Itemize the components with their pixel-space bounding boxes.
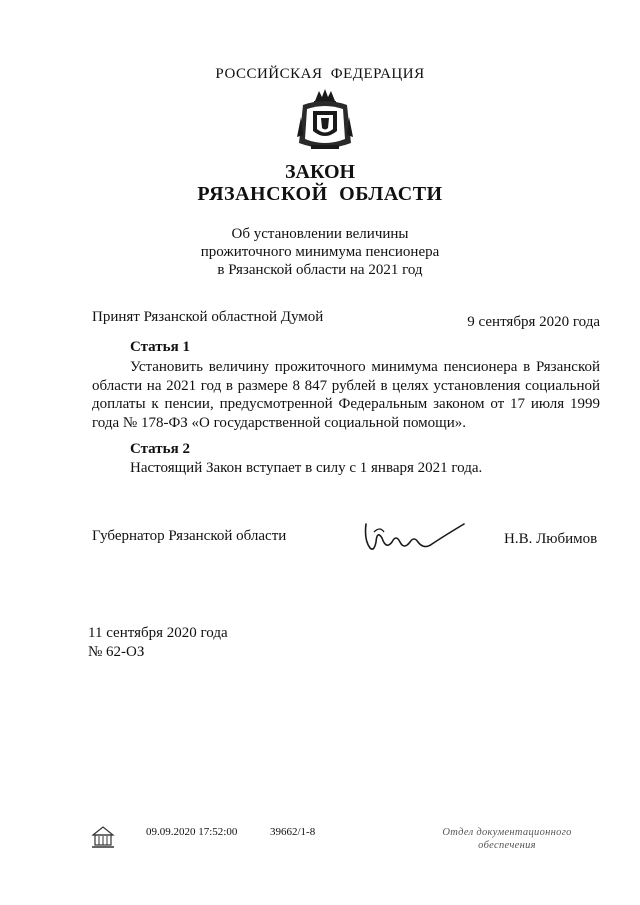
department-line1: Отдел документационного [442,827,572,838]
law-subject [0,225,640,279]
law-number: № 62-ОЗ [88,644,145,660]
law-title [0,161,640,205]
registration-number: 39662/1-8 [270,826,316,838]
signing-block [88,624,228,662]
article2-heading: Статья 2 [130,441,190,457]
coat-of-arms-icon [293,87,357,157]
law-title-line2: РЯЗАНСКОЙ ОБЛАСТИ [197,183,443,205]
adopted-row [92,309,600,330]
governor-title: Губернатор Рязанской области [92,528,287,544]
subject-line1: Об установлении величины [231,226,409,242]
subject-line2: прожиточного минимума пенсионера [200,244,440,260]
law-title-line1: ЗАКОН [284,161,356,183]
registration-timestamp: 09.09.2020 17:52:00 [146,826,238,838]
adopted-date: 9 сентября 2020 года [467,314,600,330]
article1-heading: Статья 1 [130,339,190,355]
building-icon [89,823,117,851]
governor-name: Н.В. Любимов [504,531,598,547]
article2-text: Настоящий Закон вступает в силу с 1 января 2021 года. [130,460,483,476]
article1-text: Установить величину прожиточного минимума пенсионера в Рязанской области на 2021 год в размере 8 847 рублей в целях установления социальной доплаты к пенсии, предусмотренной Федеральным законом от 17 июля 1999 года № 178-ФЗ «О государственной социальной помощи». [92,359,600,431]
department-line2: обеспечения [478,840,536,851]
signature-image [360,512,470,560]
adopted-label: Принят Рязанской областной Думой [92,309,324,325]
department-stamp [432,826,582,852]
signing-date: 11 сентября 2020 года [88,625,228,641]
subject-line3: в Рязанской области на 2021 год [217,262,423,278]
federation-title: РОССИЙСКАЯ ФЕДЕРАЦИЯ [215,66,425,82]
